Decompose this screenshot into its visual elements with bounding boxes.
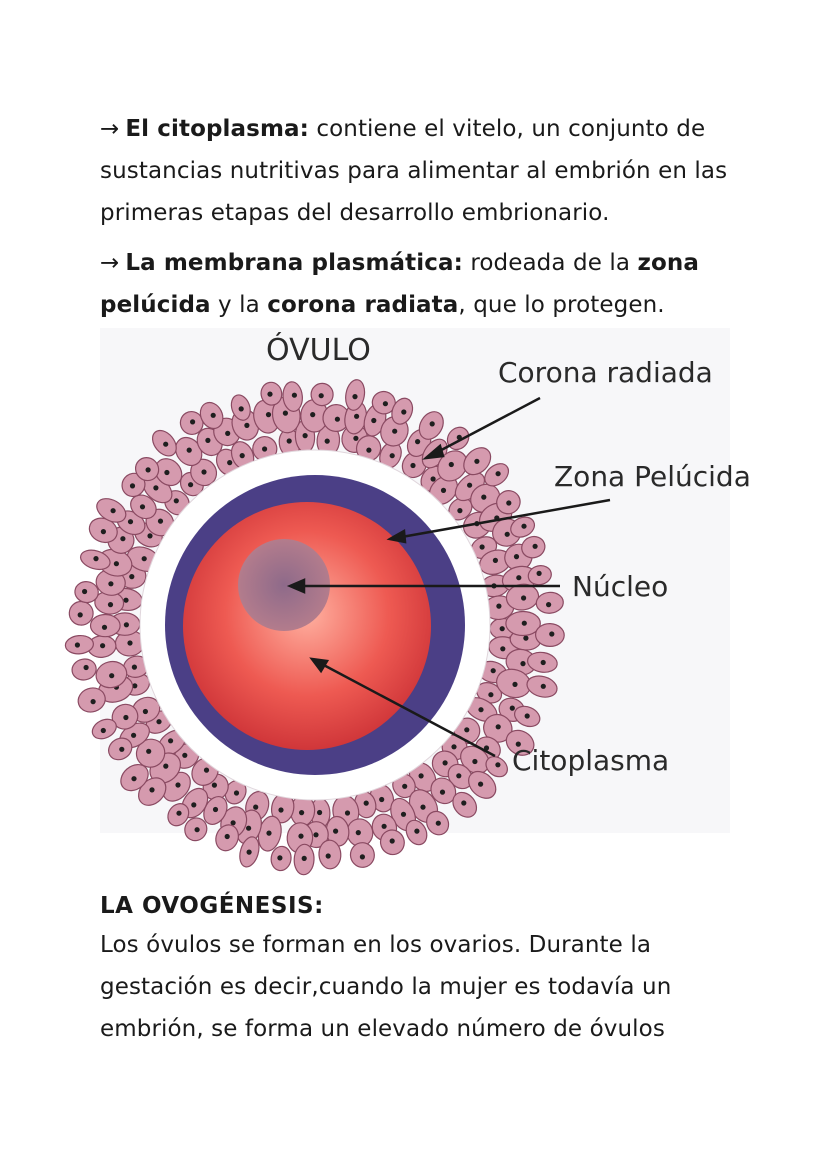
corona-cell-nucleus bbox=[496, 604, 501, 609]
corona-cell-nucleus bbox=[108, 581, 113, 586]
corona-cell-nucleus bbox=[91, 699, 96, 704]
corona-cell-nucleus bbox=[317, 810, 322, 815]
corona-cell-nucleus bbox=[430, 421, 435, 426]
ovule-diagram-svg bbox=[100, 328, 751, 833]
corona-cell-nucleus bbox=[521, 595, 526, 600]
corona-cell-nucleus bbox=[512, 682, 517, 687]
corona-cell-nucleus bbox=[266, 412, 271, 417]
label-corona-radiada: Corona radiada bbox=[498, 356, 713, 389]
corona-cell-nucleus bbox=[366, 448, 371, 453]
corona-cell-nucleus bbox=[402, 784, 407, 789]
corona-cell-nucleus bbox=[464, 727, 469, 732]
corona-cell-nucleus bbox=[78, 612, 83, 617]
corona-cell-nucleus bbox=[356, 830, 361, 835]
corona-cell-nucleus bbox=[231, 820, 236, 825]
corona-cell-nucleus bbox=[114, 561, 119, 566]
corona-cell-nucleus bbox=[283, 411, 288, 416]
membrana-text-a: rodeada de la bbox=[462, 250, 638, 276]
corona-cell-nucleus bbox=[493, 558, 498, 563]
corona-cell-nucleus bbox=[541, 660, 546, 665]
corona-cell-nucleus bbox=[302, 856, 307, 861]
corona-cell-nucleus bbox=[491, 668, 496, 673]
corona-cell-nucleus bbox=[431, 476, 436, 481]
corona-cell-nucleus bbox=[149, 787, 154, 792]
corona-cell-nucleus bbox=[201, 469, 206, 474]
corona-cell-nucleus bbox=[132, 665, 137, 670]
corona-cell-nucleus bbox=[234, 790, 239, 795]
corona-cell-nucleus bbox=[205, 438, 210, 443]
corona-cell-nucleus bbox=[467, 483, 472, 488]
corona-cell-nucleus bbox=[461, 800, 466, 805]
corona-cell-nucleus bbox=[253, 805, 258, 810]
corona-cell-nucleus bbox=[187, 448, 192, 453]
label-nucleo: Núcleo bbox=[572, 570, 669, 603]
corona-cell-nucleus bbox=[523, 636, 528, 641]
corona-cell-nucleus bbox=[267, 392, 272, 397]
corona-cell-nucleus bbox=[449, 462, 454, 467]
corona-cell-nucleus bbox=[525, 713, 530, 718]
corona-cell-nucleus bbox=[164, 470, 169, 475]
corona-cell-nucleus bbox=[310, 412, 315, 417]
corona-cell-nucleus bbox=[364, 801, 369, 806]
corona-cell-nucleus bbox=[191, 802, 196, 807]
corona-cell-nucleus bbox=[303, 433, 308, 438]
corona-cell-nucleus bbox=[414, 829, 419, 834]
corona-cell-nucleus bbox=[163, 764, 168, 769]
paragraph-citoplasma bbox=[100, 108, 740, 234]
corona-cell-nucleus bbox=[500, 646, 505, 651]
corona-cell-nucleus bbox=[240, 453, 245, 458]
corona-cell-nucleus bbox=[546, 602, 551, 607]
diagram-title: ÓVULO bbox=[266, 333, 371, 368]
membrana-text-b: y la bbox=[210, 292, 268, 318]
corona-cell-nucleus bbox=[496, 724, 501, 729]
arrow-symbol: → bbox=[100, 116, 120, 142]
ovule-diagram bbox=[100, 328, 751, 833]
corona-cell-nucleus bbox=[287, 438, 292, 443]
corona-cell-nucleus bbox=[277, 855, 282, 860]
corona-cell-nucleus bbox=[101, 529, 106, 534]
corona-cell bbox=[70, 657, 98, 682]
corona-cell-nucleus bbox=[410, 463, 415, 468]
corona-cell-nucleus bbox=[102, 625, 107, 630]
corona-cell-nucleus bbox=[146, 749, 151, 754]
corona-cell-nucleus bbox=[354, 414, 359, 419]
corona-cell-nucleus bbox=[239, 406, 244, 411]
corona-cell-nucleus bbox=[128, 519, 133, 524]
corona-cell-nucleus bbox=[204, 768, 209, 773]
corona-cell-nucleus bbox=[190, 419, 195, 424]
corona-cell-nucleus bbox=[510, 706, 515, 711]
corona-cell-nucleus bbox=[549, 631, 554, 636]
corona-cell-nucleus bbox=[182, 753, 187, 758]
corona-cell-nucleus bbox=[75, 642, 80, 647]
corona-cell-nucleus bbox=[93, 556, 98, 561]
corona-cell-nucleus bbox=[313, 832, 318, 837]
corona-cell-nucleus bbox=[379, 797, 384, 802]
corona-cell-nucleus bbox=[516, 575, 521, 580]
corona-cell-nucleus bbox=[478, 782, 483, 787]
corona-cell-nucleus bbox=[401, 812, 406, 817]
corona-cell-nucleus bbox=[142, 556, 147, 561]
corona-cell-nucleus bbox=[415, 439, 420, 444]
corona-cell-nucleus bbox=[156, 719, 161, 724]
corona-cell-nucleus bbox=[335, 417, 340, 422]
corona-cell-nucleus bbox=[101, 728, 106, 733]
corona-cell-nucleus bbox=[163, 442, 168, 447]
corona-cell-nucleus bbox=[244, 423, 249, 428]
corona-cell-nucleus bbox=[390, 838, 395, 843]
paragraph-ovogenesis: Los óvulos se forman en los ovarios. Durante la gestación es decir,cuando la mujer es todavía un embrión, se forma un elevado número de óvulos bbox=[100, 932, 672, 1042]
corona-cell-nucleus bbox=[383, 401, 388, 406]
corona-cell-nucleus bbox=[352, 394, 357, 399]
corona-cell-nucleus bbox=[176, 811, 181, 816]
corona-cell-nucleus bbox=[84, 665, 89, 670]
corona-cell-nucleus bbox=[537, 571, 542, 576]
corona-cell-nucleus bbox=[247, 850, 252, 855]
corona-cell-nucleus bbox=[188, 482, 193, 487]
corona-cell-nucleus bbox=[131, 733, 136, 738]
corona-cell-nucleus bbox=[123, 715, 128, 720]
corona-cell-nucleus bbox=[478, 707, 483, 712]
corona-cell-nucleus bbox=[325, 439, 330, 444]
corona-cell-nucleus bbox=[266, 831, 271, 836]
corona-cell-nucleus bbox=[382, 824, 387, 829]
paragraph-membrana bbox=[100, 242, 740, 326]
corona-cell-nucleus bbox=[506, 500, 511, 505]
corona-cell-nucleus bbox=[520, 661, 525, 666]
corona-cell-nucleus bbox=[299, 810, 304, 815]
corona-cell-nucleus bbox=[140, 504, 145, 509]
corona-cell-nucleus bbox=[153, 485, 158, 490]
corona-cell-nucleus bbox=[505, 532, 510, 537]
corona-cell-nucleus bbox=[353, 436, 358, 441]
corona-cell-nucleus bbox=[82, 589, 87, 594]
corona-cell-nucleus bbox=[211, 413, 216, 418]
corona-cell-nucleus bbox=[168, 738, 173, 743]
corona-cell-nucleus bbox=[174, 498, 179, 503]
corona-cell-nucleus bbox=[146, 467, 151, 472]
corona-cell-nucleus bbox=[481, 495, 486, 500]
corona-cell-nucleus bbox=[521, 524, 526, 529]
term-corona-radiata: corona radiata bbox=[267, 292, 459, 318]
corona-cell-nucleus bbox=[360, 854, 365, 859]
section-heading: LA OVOGÉNESIS: bbox=[100, 893, 324, 919]
corona-cell-nucleus bbox=[120, 536, 125, 541]
corona-cell-nucleus bbox=[457, 508, 462, 513]
corona-cell-nucleus bbox=[123, 598, 128, 603]
corona-cell-nucleus bbox=[392, 429, 397, 434]
corona-cell-nucleus bbox=[401, 409, 406, 414]
corona-cell-nucleus bbox=[109, 673, 114, 678]
corona-cell-nucleus bbox=[474, 459, 479, 464]
corona-cell-nucleus bbox=[100, 643, 105, 648]
corona-cell-nucleus bbox=[443, 760, 448, 765]
corona-cell-nucleus bbox=[436, 821, 441, 826]
corona-cell-nucleus bbox=[292, 393, 297, 398]
corona-cell-nucleus bbox=[212, 783, 217, 788]
corona-cell-nucleus bbox=[108, 602, 113, 607]
corona-cell-nucleus bbox=[127, 640, 132, 645]
corona-cell-nucleus bbox=[227, 460, 232, 465]
corona-cell-nucleus bbox=[456, 773, 461, 778]
membrana-text-c: , que lo protegen. bbox=[458, 292, 665, 318]
corona-cell-nucleus bbox=[131, 776, 136, 781]
corona-cell-nucleus bbox=[225, 834, 230, 839]
corona-cell-nucleus bbox=[147, 533, 152, 538]
citoplasma-description: contiene el vitelo, un conjunto de sustancias nutritivas para alimentar al embrión en las primeras etapas del desarrollo embrionario. bbox=[100, 116, 728, 226]
corona-cell-nucleus bbox=[119, 747, 124, 752]
term-citoplasma: El citoplasma: bbox=[125, 116, 309, 142]
corona-cell-nucleus bbox=[130, 483, 135, 488]
corona-cell-nucleus bbox=[246, 826, 251, 831]
term-membrana: La membrana plasmática: bbox=[125, 250, 463, 276]
corona-cell-nucleus bbox=[390, 453, 395, 458]
corona-cell-nucleus bbox=[496, 471, 501, 476]
arrow-symbol: → bbox=[100, 250, 120, 276]
corona-cell-nucleus bbox=[319, 393, 324, 398]
corona-cell-nucleus bbox=[472, 759, 477, 764]
corona-cell-nucleus bbox=[213, 807, 218, 812]
corona-cell-nucleus bbox=[533, 544, 538, 549]
corona-cell-nucleus bbox=[420, 805, 425, 810]
corona-cell-nucleus bbox=[158, 519, 163, 524]
corona-cell-nucleus bbox=[326, 853, 331, 858]
corona-cell-nucleus bbox=[345, 810, 350, 815]
corona-cell-nucleus bbox=[175, 782, 180, 787]
corona-cell-nucleus bbox=[111, 508, 116, 513]
corona-cell-nucleus bbox=[124, 622, 129, 627]
label-zona-pelucida: Zona Pelúcida bbox=[554, 460, 751, 493]
corona-cell-nucleus bbox=[488, 692, 493, 697]
corona-cell-nucleus bbox=[514, 554, 519, 559]
label-citoplasma: Citoplasma bbox=[512, 744, 670, 777]
corona-cell-nucleus bbox=[451, 744, 456, 749]
corona-cell-nucleus bbox=[441, 488, 446, 493]
corona-cell-nucleus bbox=[278, 807, 283, 812]
corona-cell-nucleus bbox=[440, 790, 445, 795]
corona-cell-nucleus bbox=[333, 829, 338, 834]
corona-cell-nucleus bbox=[500, 626, 505, 631]
corona-cell-nucleus bbox=[129, 574, 134, 579]
corona-cell-nucleus bbox=[522, 621, 527, 626]
term-zona-pelucida: zona pelúcida bbox=[100, 250, 699, 318]
corona-cell-nucleus bbox=[495, 762, 500, 767]
corona-cell-nucleus bbox=[262, 446, 267, 451]
corona-cell-nucleus bbox=[419, 773, 424, 778]
corona-cell-nucleus bbox=[541, 684, 546, 689]
corona-cell-nucleus bbox=[298, 834, 303, 839]
corona-cell-nucleus bbox=[143, 709, 148, 714]
corona-cell-nucleus bbox=[225, 431, 230, 436]
corona-cell-nucleus bbox=[480, 544, 485, 549]
corona-cell-nucleus bbox=[195, 827, 200, 832]
corona-cell-nucleus bbox=[371, 418, 376, 423]
